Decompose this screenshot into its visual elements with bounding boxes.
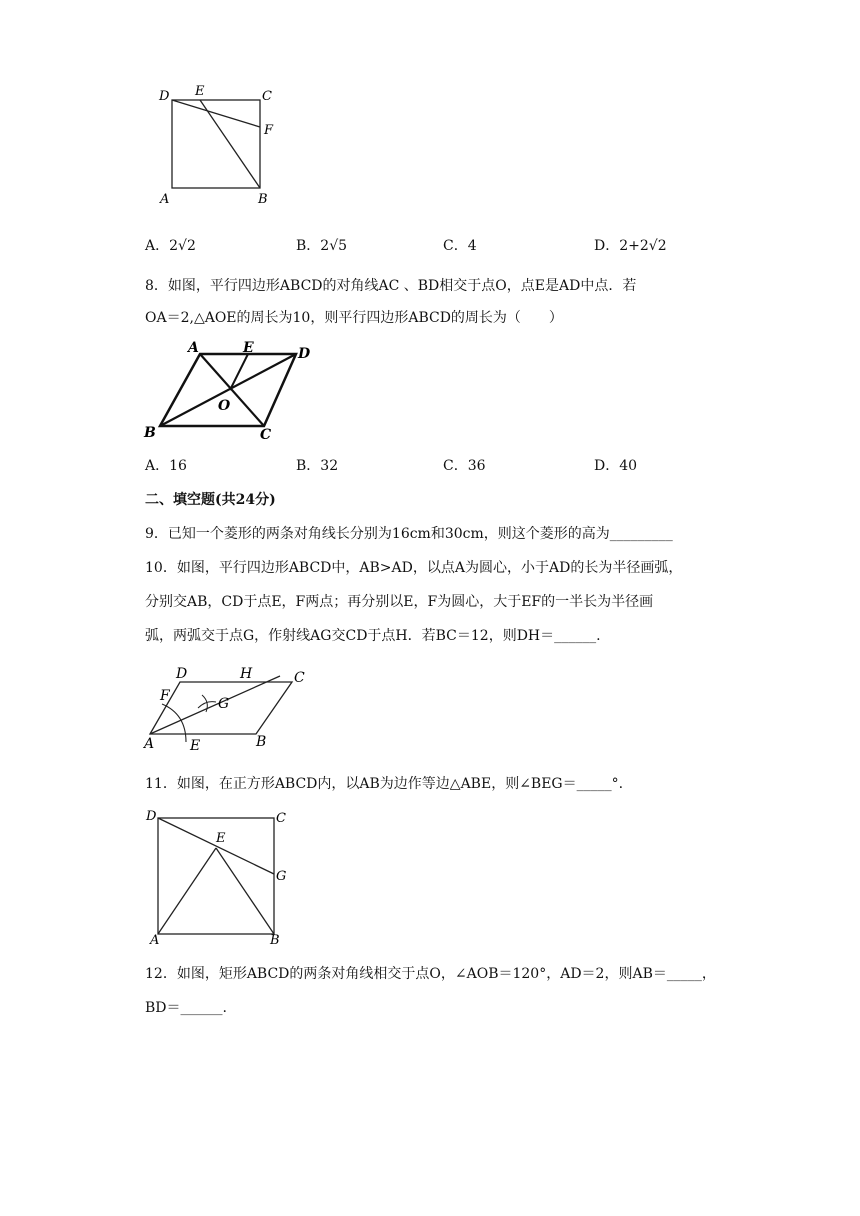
q10-text-line1: 10．如图，平行四边形ABCD中，AB>AD，以点A为圆心，小于AD的长为半径画弧， bbox=[145, 560, 683, 576]
q10-label-D: D bbox=[176, 666, 188, 682]
q7-line-EB bbox=[200, 100, 260, 188]
q10-label-G: G bbox=[218, 696, 230, 712]
q8-label-A: A bbox=[188, 340, 199, 356]
q7-label-F: F bbox=[264, 123, 274, 138]
q8-label-D: D bbox=[298, 346, 311, 362]
q12-text-line2: BD＝______. bbox=[145, 1000, 227, 1016]
q11-line-DG bbox=[158, 818, 274, 874]
q7-option-a: A．2√2 bbox=[145, 238, 196, 254]
q11-label-G: G bbox=[276, 869, 287, 884]
q7-label-B: B bbox=[258, 192, 268, 207]
section2-title: 二、填空题(共24分) bbox=[145, 492, 276, 508]
q7-option-c: C．4 bbox=[443, 238, 477, 254]
q8-option-c: C．36 bbox=[443, 458, 486, 474]
q8-text-line2: OA＝2,△AOE的周长为10，则平行四边形ABCD的周长为（ ） bbox=[145, 310, 563, 326]
q7-label-E: E bbox=[195, 84, 205, 99]
q10-label-F: F bbox=[160, 688, 170, 704]
q11-label-C: C bbox=[276, 811, 286, 826]
q8-option-d: D．40 bbox=[594, 458, 638, 474]
q8-label-O: O bbox=[218, 398, 231, 414]
q7-option-d: D．2+2√2 bbox=[594, 238, 667, 254]
q9-text: 9．已知一个菱形的两条对角线长分别为16cm和30cm，则这个菱形的高为_________ bbox=[145, 526, 673, 542]
q10-label-A: A bbox=[144, 736, 155, 752]
q7-option-b: B．2√5 bbox=[296, 238, 348, 254]
q11-text: 11．如图，在正方形ABCD内，以AB为边作等边△ABE，则∠BEG＝_____°. bbox=[145, 776, 624, 792]
q10-ray-AH bbox=[150, 676, 280, 734]
q11-label-B: B bbox=[270, 933, 280, 948]
q10-figure bbox=[140, 662, 320, 754]
q10-text-line2: 分别交AB，CD于点E，F两点；再分别以E，F为圆心，大于EF的一半长为半径画 bbox=[145, 594, 654, 610]
q10-label-B: B bbox=[256, 734, 267, 750]
q11-line-AE bbox=[158, 848, 216, 934]
q8-figure bbox=[140, 338, 320, 444]
q12-text-line1: 12．如图，矩形ABCD的两条对角线相交于点O，∠AOB＝120°，AD＝2，则AB＝_____， bbox=[145, 966, 716, 982]
q11-label-D: D bbox=[146, 809, 157, 824]
q7-figure bbox=[150, 82, 290, 212]
q10-label-C: C bbox=[294, 670, 305, 686]
q11-line-BE bbox=[216, 848, 274, 934]
q10-label-H: H bbox=[240, 666, 253, 682]
q11-label-E: E bbox=[216, 831, 226, 846]
q8-diagonal-AC bbox=[200, 354, 264, 426]
q11-figure bbox=[140, 804, 300, 948]
q8-option-a: A．16 bbox=[145, 458, 187, 474]
q10-label-E: E bbox=[190, 738, 201, 754]
q7-label-D: D bbox=[159, 89, 170, 104]
q8-text-line1: 8．如图，平行四边形ABCD的对角线AC 、BD相交于点O，点E是AD中点．若 bbox=[145, 278, 637, 294]
q7-label-A: A bbox=[160, 192, 170, 207]
q8-label-E: E bbox=[243, 340, 254, 356]
q10-text-line3: 弧，两弧交于点G，作射线AG交CD于点H．若BC＝12，则DH＝______. bbox=[145, 628, 601, 644]
q8-label-C: C bbox=[260, 427, 272, 443]
q8-option-b: B．32 bbox=[296, 458, 339, 474]
q7-label-C: C bbox=[262, 89, 272, 104]
q8-label-B: B bbox=[144, 425, 156, 441]
q11-label-A: A bbox=[150, 933, 160, 948]
